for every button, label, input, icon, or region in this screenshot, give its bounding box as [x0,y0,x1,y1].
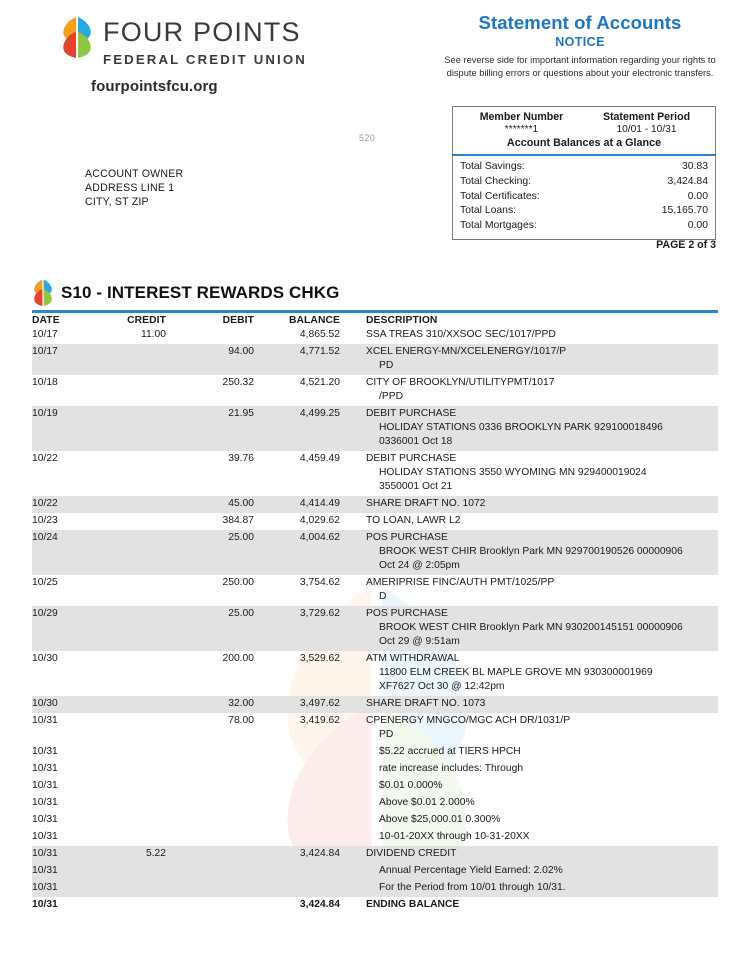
cell-description [340,451,718,496]
account-balances-box [452,106,716,240]
table-row [32,496,718,513]
cell-date: 10/29 [32,608,58,619]
description-line: DIVIDEND CREDIT [366,848,457,859]
balance-value: 0.00 [687,190,708,202]
description-line: SHARE DRAFT NO. 1073 [366,698,486,709]
table-row [32,761,718,778]
cell-balance: 3,424.84 [299,899,340,910]
cell-balance: 3,754.62 [299,577,340,588]
table-row [32,651,718,696]
cell-balance: 3,424.84 [299,848,340,859]
cell-balance: 4,521.20 [299,377,340,388]
cell-debit [166,897,254,914]
cell-credit [94,778,166,795]
page-indicator: PAGE 2 of 3 [656,239,716,251]
balance-row [460,175,708,190]
description-line: 11800 ELM CREEK BL MAPLE GROVE MN 930300001969 [379,667,653,678]
cell-credit [94,812,166,829]
cell-credit [94,344,166,375]
column-header-balance: BALANCE [288,314,340,326]
cell-balance [254,812,340,829]
description-line: TO LOAN, LAWR L2 [366,515,461,526]
cell-date: 10/30 [32,653,58,664]
cell-credit [94,375,166,406]
description-line: XCEL ENERGY-MN/XCELENERGY/1017/P [366,346,567,357]
cell-balance: 4,771.52 [299,346,340,357]
table-row [32,575,718,606]
cell-description [340,344,718,375]
cell-debit: 94.00 [228,346,254,357]
account-section [0,279,746,914]
cell-debit [166,846,254,863]
table-row [32,829,718,846]
member-number-value: *******1 [504,124,539,135]
cell-balance: 3,419.62 [299,715,340,726]
description-line: DEBIT PURCHASE [366,408,457,419]
cell-balance: 4,414.49 [299,498,340,509]
table-row [32,606,718,651]
balance-value: 30.83 [681,161,708,172]
description-line: CPENERGY MNGCO/MGC ACH DR/1031/P [366,715,571,726]
cell-credit [94,795,166,812]
description-line: SHARE DRAFT NO. 1072 [366,498,486,509]
cell-description [340,846,718,863]
cell-date: 10/17 [32,346,58,357]
table-row [32,696,718,713]
cell-description [340,778,718,795]
cell-date: 10/23 [32,515,58,526]
description-line: DEBIT PURCHASE [366,453,457,464]
cell-description [340,761,718,778]
description-line: PD [379,729,394,740]
table-row [32,344,718,375]
balance-label: Total Mortgages: [460,220,537,232]
description-line: Above $25,000.01 0.300% [379,814,501,825]
table-row [32,812,718,829]
cell-credit [94,530,166,575]
cell-description [340,496,718,513]
cell-debit [166,795,254,812]
description-line: SSA TREAS 310/XXSOC SEC/1017/PPD [366,329,556,340]
cell-balance: 3,729.62 [299,608,340,619]
cell-date: 10/31 [32,882,58,893]
cell-debit: 200.00 [222,653,254,664]
column-header-date: DATE [32,314,60,326]
description-line: BROOK WEST CHIR Brooklyn Park MN 929700190526 00000906 [379,546,683,557]
cell-balance: 3,497.62 [299,698,340,709]
cell-credit [94,575,166,606]
description-line: 3550001 Oct 21 [379,481,453,492]
cell-description [340,696,718,713]
description-line: XF7627 Oct 30 @ 12:42pm [379,681,505,692]
mail-code: 520 [359,133,376,143]
address-line-1: ACCOUNT OWNER [85,168,184,180]
column-header-description: DESCRIPTION [366,314,438,326]
notice-label: NOTICE [555,35,605,50]
cell-debit [166,761,254,778]
cell-date: 10/31 [32,715,58,726]
cell-date: 10/31 [32,797,58,808]
cell-debit: 39.76 [228,453,254,464]
description-line: PD [379,360,394,371]
cell-balance: 4,865.52 [299,329,340,340]
cell-debit [166,863,254,880]
table-row [32,513,718,530]
balance-value: 3,424.84 [667,175,708,187]
balance-value: 15,165.70 [661,205,708,217]
balance-value: 0.00 [687,220,708,232]
cell-date: 10/31 [32,865,58,876]
cell-debit: 384.87 [222,515,254,526]
description-line: Annual Percentage Yield Earned: 2.02% [379,865,563,876]
cell-credit [94,606,166,651]
cell-credit [94,713,166,744]
cell-date: 10/24 [32,532,58,543]
cell-date: 10/31 [32,746,58,757]
brand-website[interactable]: fourpointsfcu.org [91,78,218,95]
cell-credit [94,744,166,761]
cell-debit [166,744,254,761]
description-line: D [379,591,387,602]
table-row [32,406,718,451]
cell-credit [94,696,166,713]
cell-balance [254,761,340,778]
cell-description [340,375,718,406]
cell-debit [166,829,254,846]
cell-credit [94,406,166,451]
cell-debit: 21.95 [228,408,254,419]
brand-name: FOUR POINTS [103,17,301,47]
cell-credit [94,897,166,914]
table-row [32,530,718,575]
description-line: AMERIPRISE FINC/AUTH PMT/1025/PP [366,577,555,588]
transactions-table [32,313,718,914]
transactions-body [32,327,718,914]
balance-label: Total Checking: [460,175,532,187]
address-line-2: ADDRESS LINE 1 [85,181,175,194]
cell-debit: 250.00 [222,577,254,588]
balance-label: Total Savings: [460,161,525,172]
description-line: BROOK WEST CHIR Brooklyn Park MN 930200145151 00000906 [379,622,683,633]
balance-label: Total Certificates: [460,190,540,202]
cell-date: 10/19 [32,408,58,419]
cell-debit: 25.00 [228,608,254,619]
description-line: CITY OF BROOKLYN/UTILITYPMT/1017 [366,377,555,388]
cell-date: 10/31 [32,780,58,791]
cell-date: 10/31 [32,899,58,910]
cell-balance [254,863,340,880]
address-line-3: CITY, ST ZIP [85,195,149,208]
cell-description [340,575,718,606]
cell-balance [254,744,340,761]
cell-debit: 78.00 [228,715,254,726]
cell-date: 10/22 [32,453,58,464]
cell-description [340,863,718,880]
cell-balance [254,880,340,897]
cell-date: 10/22 [32,498,58,509]
cell-date: 10/18 [32,377,58,388]
balances-glance-title: Account Balances at a Glance [506,137,662,149]
cell-credit [94,651,166,696]
cell-credit [94,451,166,496]
cell-description [340,513,718,530]
four-petal-logo-icon [32,279,54,306]
cell-description [340,606,718,651]
cell-date: 10/31 [32,831,58,842]
account-title: S10 - INTEREST REWARDS CHKG [61,282,340,302]
cell-balance: 4,499.25 [299,408,340,419]
four-petal-logo-icon [60,16,94,58]
cell-credit [94,863,166,880]
cell-description [340,829,718,846]
description-line: $0.01 0.000% [379,780,443,791]
description-line: 0336001 Oct 18 [379,436,453,447]
cell-description [340,651,718,696]
cell-debit: 25.00 [228,532,254,543]
table-row [32,375,718,406]
description-line: For the Period from 10/01 through 10/31. [379,882,566,893]
table-row [32,778,718,795]
cell-debit [166,327,254,344]
cell-description [340,327,718,344]
cell-date: 10/25 [32,577,58,588]
cell-date: 10/31 [32,814,58,825]
cell-debit [166,812,254,829]
description-line: Oct 29 @ 9:51am [379,636,460,647]
cell-description [340,530,718,575]
statement-title: Statement of Accounts [478,12,682,33]
cell-debit [166,880,254,897]
cell-balance [254,778,340,795]
cell-description [340,795,718,812]
balance-row [460,204,708,219]
description-line: POS PURCHASE [366,532,448,543]
balance-row [460,160,708,175]
description-line: Above $0.01 2.000% [379,797,475,808]
table-row [32,713,718,744]
balance-label: Total Loans: [460,205,517,217]
cell-description [340,406,718,451]
table-row [32,897,718,914]
cell-balance: 4,004.62 [299,532,340,543]
cell-balance: 4,459.49 [299,453,340,464]
cell-debit: 32.00 [228,698,254,709]
description-line: 10-01-20XX through 10-31-20XX [379,831,530,842]
cell-credit: 5.22 [145,848,166,859]
cell-balance [254,795,340,812]
cell-debit: 45.00 [228,498,254,509]
table-row [32,795,718,812]
cell-credit: 11.00 [140,329,166,340]
balance-row [460,219,708,234]
cell-description [340,812,718,829]
cell-balance: 4,029.62 [299,515,340,526]
account-header [0,279,746,306]
cell-description [340,880,718,897]
balance-row [460,190,708,205]
brand-block [60,16,307,95]
notice-block [430,12,730,80]
table-row [32,880,718,897]
cell-description [340,897,718,914]
table-row [32,744,718,761]
description-line: POS PURCHASE [366,608,448,619]
cell-debit: 250.32 [222,377,254,388]
description-line: HOLIDAY STATIONS 0336 BROOKLYN PARK 929100018496 [379,422,663,433]
description-line: rate increase includes: Through [379,763,524,774]
table-header-row [32,313,718,327]
table-row [32,846,718,863]
cell-description [340,713,718,744]
table-row [32,327,718,344]
cell-credit [94,513,166,530]
recipient-address [85,168,183,210]
cell-debit [166,778,254,795]
description-line: HOLIDAY STATIONS 3550 WYOMING MN 929400019024 [379,467,647,478]
cell-credit [94,496,166,513]
description-line: /PPD [379,391,404,402]
cell-balance: 3,529.62 [299,653,340,664]
statement-period-value: 10/01 - 10/31 [616,124,677,135]
description-line: ATM WITHDRAWAL [366,653,460,664]
brand-subtitle: FEDERAL CREDIT UNION [103,52,307,67]
cell-date: 10/31 [32,848,58,859]
cell-description [340,744,718,761]
table-row [32,863,718,880]
cell-credit [94,829,166,846]
column-header-credit: CREDIT [127,314,166,326]
statement-header [0,0,746,251]
cell-date: 10/30 [32,698,58,709]
description-line: $5.22 accrued at TIERS HPCH [379,746,521,757]
cell-credit [94,761,166,778]
cell-date: 10/17 [32,329,58,340]
notice-body-text: See reverse side for important information regarding your rights to dispute billing errors or questions about your electronic transfers. [444,55,716,79]
column-header-debit: DEBIT [222,314,254,326]
balances-list [453,156,715,239]
description-line: ENDING BALANCE [366,899,460,910]
cell-date: 10/31 [32,763,58,774]
cell-credit [94,880,166,897]
description-line: Oct 24 @ 2:05pm [379,560,460,571]
cell-balance [254,829,340,846]
member-number-label: Member Number [479,111,564,123]
table-row [32,451,718,496]
statement-period-label: Statement Period [602,111,691,123]
